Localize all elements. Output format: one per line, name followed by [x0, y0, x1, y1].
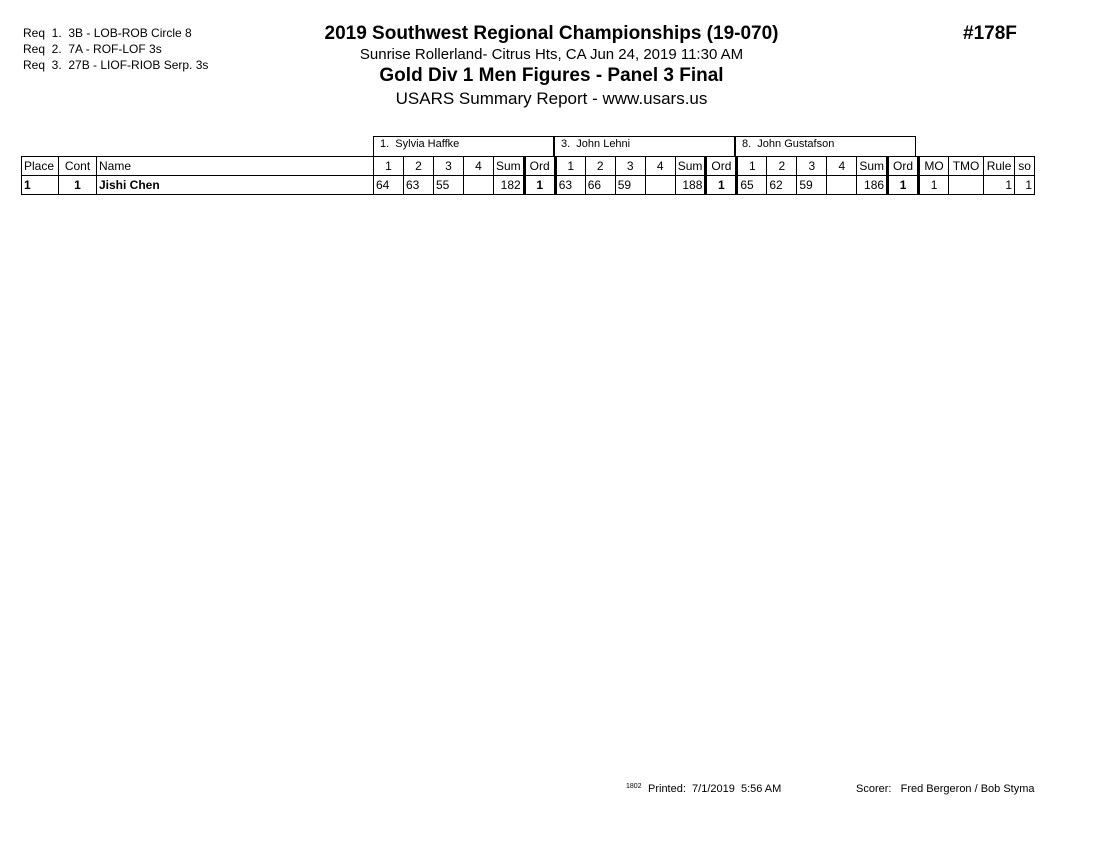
col-header-j1-ord: Ord — [524, 157, 555, 176]
requirements-list — [23, 25, 208, 73]
j2-score-1: 63 — [555, 176, 585, 195]
judge-1-header: 1. Sylvia Haffke — [373, 136, 554, 156]
footer-code: 1802 — [626, 783, 642, 790]
place-cell: 1 — [22, 176, 59, 195]
tmo-cell — [949, 176, 984, 195]
j2-score-2: 66 — [585, 176, 615, 195]
requirement-1: Req 1. 3B - LOB-ROB Circle 8 — [23, 26, 192, 40]
j1-score-3: 55 — [434, 176, 464, 195]
col-header-name: Name — [97, 157, 374, 176]
col-header-cont: Cont — [59, 157, 97, 176]
j1-score-4 — [464, 176, 494, 195]
j3-sum: 186 — [857, 176, 888, 195]
col-header-j3-ord: Ord — [888, 157, 919, 176]
j2-sum: 188 — [675, 176, 706, 195]
so-cell: 1 — [1015, 176, 1035, 195]
mo-cell: 1 — [919, 176, 949, 195]
results-table — [21, 156, 1035, 195]
col-header-j1-3: 3 — [434, 157, 464, 176]
col-header-j1-4: 4 — [464, 157, 494, 176]
competition-title: 2019 Southwest Regional Championships (19-070) — [324, 23, 779, 44]
col-header-j2-2: 2 — [585, 157, 615, 176]
requirement-2: Req 2. 7A - ROF-LOF 3s — [23, 42, 162, 56]
j3-score-3: 59 — [797, 176, 827, 195]
col-header-j3-4: 4 — [827, 157, 857, 176]
j3-score-1: 65 — [737, 176, 767, 195]
col-header-j3-1: 1 — [737, 157, 767, 176]
competition-location: Sunrise Rollerland- Citrus Hts, CA Jun 24, 2019 11:30 AM — [359, 46, 744, 63]
col-header-j2-4: 4 — [645, 157, 675, 176]
j1-sum: 182 — [494, 176, 525, 195]
col-header-tmo: TMO — [949, 157, 984, 176]
cont-cell: 1 — [59, 176, 97, 195]
col-header-j2-3: 3 — [615, 157, 645, 176]
col-header-j3-3: 3 — [797, 157, 827, 176]
col-header-j1-sum: Sum — [494, 157, 525, 176]
col-header-j2-sum: Sum — [675, 157, 706, 176]
judge-3-header: 8. John Gustafson — [735, 136, 916, 156]
j2-score-4 — [645, 176, 675, 195]
judge-2-header: 3. John Lehni — [554, 136, 735, 156]
col-header-mo: MO — [919, 157, 949, 176]
col-header-j1-2: 2 — [404, 157, 434, 176]
j3-score-2: 62 — [767, 176, 797, 195]
skater-name-cell: Jishi Chen — [97, 176, 374, 195]
j1-score-1: 64 — [374, 176, 404, 195]
requirement-3: Req 3. 27B - LIOF-RIOB Serp. 3s — [23, 58, 209, 72]
event-number: #178F — [963, 23, 1017, 44]
rule-cell: 1 — [984, 176, 1015, 195]
j2-ordinal: 1 — [706, 176, 737, 195]
j2-score-3: 59 — [615, 176, 645, 195]
col-header-j3-2: 2 — [767, 157, 797, 176]
col-header-j1-1: 1 — [374, 157, 404, 176]
j3-score-4 — [827, 176, 857, 195]
col-header-so: so — [1015, 157, 1035, 176]
printed-timestamp: Printed: 7/1/2019 5:56 AM — [648, 783, 782, 795]
col-header-place: Place — [22, 157, 59, 176]
col-header-j2-ord: Ord — [706, 157, 737, 176]
summary-report-label: USARS Summary Report - www.usars.us — [395, 89, 708, 108]
col-header-j3-sum: Sum — [857, 157, 888, 176]
scorer-names: Scorer: Fred Bergeron / Bob Styma — [856, 783, 1035, 795]
event-title: Gold Div 1 Men Figures - Panel 3 Final — [379, 65, 724, 86]
col-header-rule: Rule — [984, 157, 1015, 176]
j1-score-2: 63 — [404, 176, 434, 195]
j1-ordinal: 1 — [524, 176, 555, 195]
col-header-j2-1: 1 — [555, 157, 585, 176]
table-header-row — [22, 157, 1035, 176]
j3-ordinal: 1 — [888, 176, 919, 195]
report-header — [300, 22, 803, 110]
table-row — [22, 176, 1035, 195]
